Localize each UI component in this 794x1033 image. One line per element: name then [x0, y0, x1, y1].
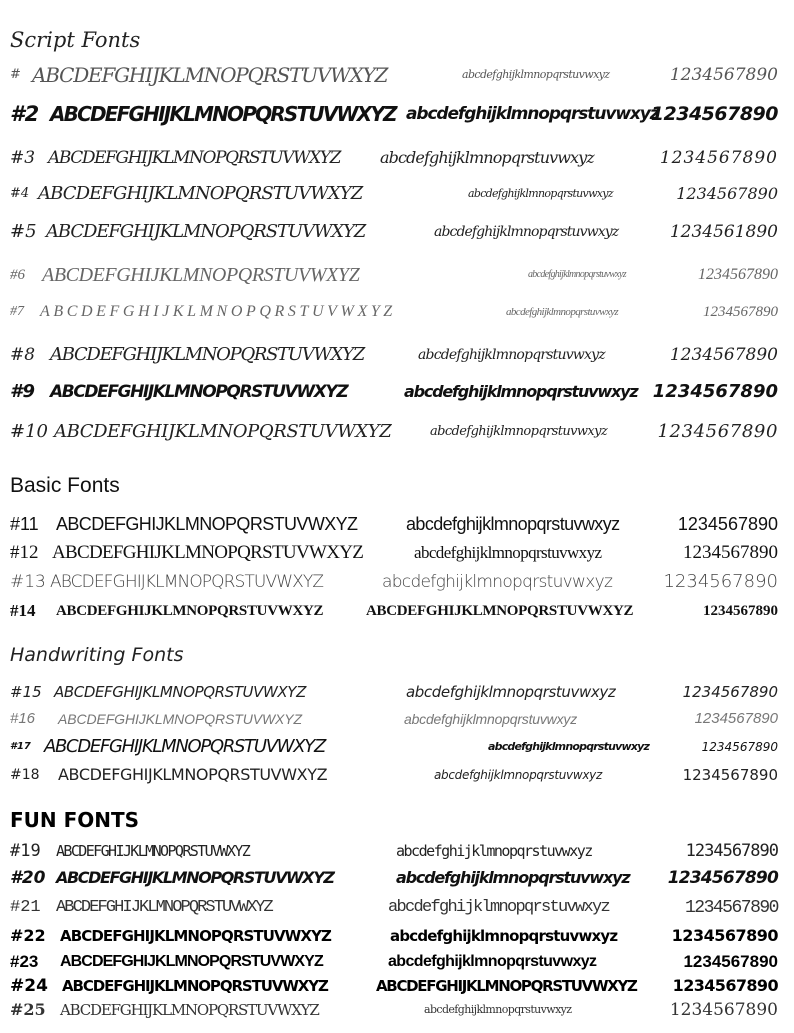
- lowercase-sample: abcdefghijklmnopqrstuvwxyz: [430, 424, 608, 439]
- uppercase-sample: ABCDEFGHIJKLMNOPQRSTUVWXYZ: [60, 1001, 319, 1019]
- font-row: [10, 734, 778, 760]
- uppercase-sample: ABCDEFGHIJKLMNOPQRSTUVWXYZ: [56, 514, 358, 534]
- lowercase-sample: abcdefghijklmnopqrstuvwxyz: [388, 898, 610, 917]
- font-row: [10, 949, 778, 975]
- font-row: [10, 973, 778, 999]
- font-row: [10, 379, 778, 405]
- font-number: #9: [10, 381, 36, 402]
- digits-sample: 1234567890: [652, 381, 778, 402]
- font-number: #7: [10, 304, 24, 319]
- lowercase-sample: abcdefghijklmnopqrstuvwxyz: [396, 868, 630, 887]
- uppercase-sample: ABCDEFGHIJKLMNOPQRSTUVWXYZ: [60, 927, 332, 945]
- font-number: #3: [10, 148, 36, 168]
- font-row: [10, 342, 778, 368]
- font-row: [10, 299, 778, 325]
- font-row: [10, 419, 778, 445]
- basic-fonts-heading: Basic Fonts: [10, 474, 120, 497]
- font-row: [10, 679, 778, 705]
- font-number: #14: [10, 601, 36, 620]
- lowercase-sample: abcdefghijklmnopqrstuvwxyz: [434, 768, 602, 782]
- font-number: #15: [10, 683, 42, 701]
- lowercase-sample: abcdefghijklmnopqrstuvwxyz: [404, 382, 638, 401]
- lowercase-sample: abcdefghijklmnopqrstuvwxyz: [528, 269, 626, 280]
- font-row: [10, 762, 778, 788]
- digits-sample: 1234567890: [669, 65, 778, 85]
- font-number: #17: [10, 741, 31, 752]
- digits-sample: 1234567890: [685, 841, 778, 861]
- lowercase-sample: abcdefghijklmnopqrstuvwxyz: [434, 224, 619, 240]
- font-number: #4: [10, 186, 30, 201]
- font-number: #8: [10, 345, 36, 365]
- lowercase-sample: ABCDEFGHIJKLMNOPQRSTUVWXYZ: [366, 603, 634, 619]
- lowercase-sample: ABCDEFGHIJKLMNOPQRSTUVWXYZ: [376, 977, 637, 995]
- font-number: #23: [10, 952, 39, 971]
- font-row: [10, 997, 778, 1023]
- font-number: #24: [10, 976, 48, 996]
- fun-fonts-heading: FUN FONTS: [10, 808, 140, 832]
- font-number: #6: [10, 267, 25, 283]
- lowercase-sample: abcdefghijklmnopqrstuvwxyz: [424, 1003, 572, 1016]
- uppercase-sample: ABCDEFGHIJKLMNOPQRSTUVWXYZ: [54, 421, 392, 442]
- lowercase-sample: abcdefghijklmnopqrstuvwxyz: [404, 711, 577, 727]
- script-fonts-heading: Script Fonts: [10, 28, 141, 52]
- font-number: #25: [10, 1000, 46, 1019]
- lowercase-sample: abcdefghijklmnopqrstuvwxyz: [388, 953, 597, 970]
- lowercase-sample: abcdefghijklmnopqrstuvwxyz: [506, 306, 619, 318]
- font-row: [10, 895, 778, 921]
- uppercase-sample: ABCDEFGHIJKLMNOPQRSTUVWXYZ: [58, 711, 302, 727]
- font-number: #11: [10, 514, 39, 534]
- font-row: [10, 598, 778, 624]
- uppercase-sample: ABCDEFGHIJKLMNOPQRSTUVWXYZ: [46, 221, 366, 242]
- lowercase-sample: abcdefghijklmnopqrstuvwxyz: [418, 347, 605, 363]
- digits-sample: 1234567890: [701, 740, 778, 754]
- font-row: [10, 569, 778, 595]
- font-number: #2: [10, 102, 40, 126]
- font-row: [10, 511, 778, 537]
- uppercase-sample: ABCDEFGHIJKLMNOPQRSTUVWXYZ: [44, 736, 326, 757]
- uppercase-sample: ABCDEFGHIJKLMNOPQRSTUVWXYZ: [60, 953, 323, 970]
- lowercase-sample: abcdefghijklmnopqrstuvwxyz: [406, 683, 616, 701]
- font-number: #16: [10, 710, 36, 727]
- font-row: [10, 62, 778, 88]
- digits-sample: 1234567890: [684, 898, 778, 918]
- handwriting-fonts-heading: Handwriting Fonts: [10, 644, 184, 666]
- font-number: #18: [10, 767, 40, 783]
- uppercase-sample: ABCDEFGHIJKLMNOPQRSTUVWXYZ: [42, 264, 360, 286]
- digits-sample: 1234567890: [669, 1000, 778, 1020]
- digits-sample: 1234567890: [683, 952, 778, 971]
- font-row: [10, 865, 778, 891]
- digits-sample: 1234567890: [650, 103, 778, 125]
- lowercase-sample: abcdefghijklmnopqrstuvwxyz: [382, 572, 613, 592]
- uppercase-sample: ABCDEFGHIJKLMNOPQRSTUVWXYZ: [56, 898, 272, 917]
- digits-sample: 1234567890: [683, 542, 778, 563]
- font-number: #22: [10, 926, 46, 945]
- lowercase-sample: abcdefghijklmnopqrstuvwxyz: [468, 187, 613, 200]
- lowercase-sample: abcdefghijklmnopqrstuvwxyz: [396, 842, 592, 860]
- digits-sample: 1234567890: [667, 868, 778, 888]
- font-row: [10, 838, 778, 864]
- uppercase-sample: ABCDEFGHIJKLMNOPQRSTUVWXYZ: [32, 63, 388, 87]
- digits-sample: 1234567890: [703, 603, 778, 619]
- font-number: #10: [10, 421, 48, 442]
- font-number: #20: [10, 868, 46, 888]
- lowercase-sample: abcdefghijklmnopqrstuvwxyz: [462, 68, 610, 81]
- uppercase-sample: ABCDEFGHIJKLMNOPQRSTUVWXYZ: [50, 344, 364, 365]
- uppercase-sample: ABCDEFGHIJKLMNOPQRSTUVWXYZ: [54, 683, 306, 701]
- digits-sample: 1234567890: [682, 766, 778, 784]
- digits-sample: 1234567890: [703, 304, 778, 320]
- digits-sample: 1234567890: [657, 421, 778, 442]
- lowercase-sample: abcdefghijklmnopqrstuvwxyz: [414, 543, 602, 562]
- digits-sample: 1234567890: [682, 683, 778, 701]
- digits-sample: 1234567890: [663, 571, 778, 592]
- lowercase-sample: abcdefghijklmnopqrstuvwxyz: [406, 514, 620, 534]
- digits-sample: 1234567890: [677, 514, 778, 534]
- lowercase-sample: abcdefghijklmnopqrstuvwxyz: [390, 927, 618, 945]
- uppercase-sample: ABCDEFGHIJKLMNOPQRSTUVWXYZ: [56, 603, 324, 619]
- lowercase-sample: abcdefghijklmnopqrstuvwxyz: [380, 148, 594, 167]
- font-number: #12: [10, 542, 39, 563]
- font-row: [10, 540, 778, 566]
- uppercase-sample: ABCDEFGHIJKLMNOPQRSTUVWXYZ: [50, 102, 396, 126]
- digits-sample: 1234567890: [671, 926, 778, 945]
- digits-sample: 1234567890: [698, 266, 778, 283]
- uppercase-sample: ABCDEFGHIJKLMNOPQRSTUVWXYZ: [56, 842, 250, 860]
- digits-sample: 1234567890: [672, 976, 778, 995]
- font-number: #13: [10, 572, 46, 592]
- lowercase-sample: abcdefghijklmnopqrstuvwxyz: [488, 740, 650, 753]
- digits-sample: 1234567890: [694, 710, 778, 727]
- digits-sample: 1234567890: [669, 345, 778, 365]
- font-number: #5: [10, 221, 37, 242]
- uppercase-sample: ABCDEFGHIJKLMNOPQRSTUVWXYZ: [48, 148, 341, 168]
- uppercase-sample: ABCDEFGHIJKLMNOPQRSTUVWXYZ: [56, 868, 334, 887]
- uppercase-sample: ABCDEFGHIJKLMNOPQRSTUVWXYZ: [50, 382, 348, 402]
- uppercase-sample: ABCDEFGHIJKLMNOPQRSTUVWXYZ: [62, 977, 328, 995]
- font-row: [10, 101, 778, 127]
- font-row: [10, 219, 778, 245]
- lowercase-sample: abcdefghijklmnopqrstuvwxyz: [406, 104, 659, 124]
- font-row: [10, 145, 778, 171]
- uppercase-sample: ABCDEFGHIJKLMNOPQRSTUVWXYZ: [38, 183, 363, 204]
- font-number: #19: [10, 841, 41, 861]
- uppercase-sample: ABCDEFGHIJKLMNOPQRSTUVWXYZ: [50, 572, 324, 592]
- digits-sample: 1234567890: [659, 148, 778, 168]
- digits-sample: 1234567890: [676, 184, 778, 203]
- font-row: [10, 706, 778, 732]
- uppercase-sample: ABCDEFGHIJKLMNOPQRSTUVWXYZ: [58, 765, 328, 784]
- digits-sample: 1234561890: [669, 222, 778, 242]
- uppercase-sample: ABCDEFGHIJKLMNOPQRSTUVWXYZ: [52, 542, 364, 563]
- font-number: #21: [10, 898, 41, 917]
- font-row: [10, 181, 778, 207]
- font-row: [10, 262, 778, 288]
- font-number: #: [10, 67, 21, 82]
- font-row: [10, 923, 778, 949]
- uppercase-sample: ABCDEFGHIJKLMNOPQRSTUVWXYZ: [40, 303, 396, 320]
